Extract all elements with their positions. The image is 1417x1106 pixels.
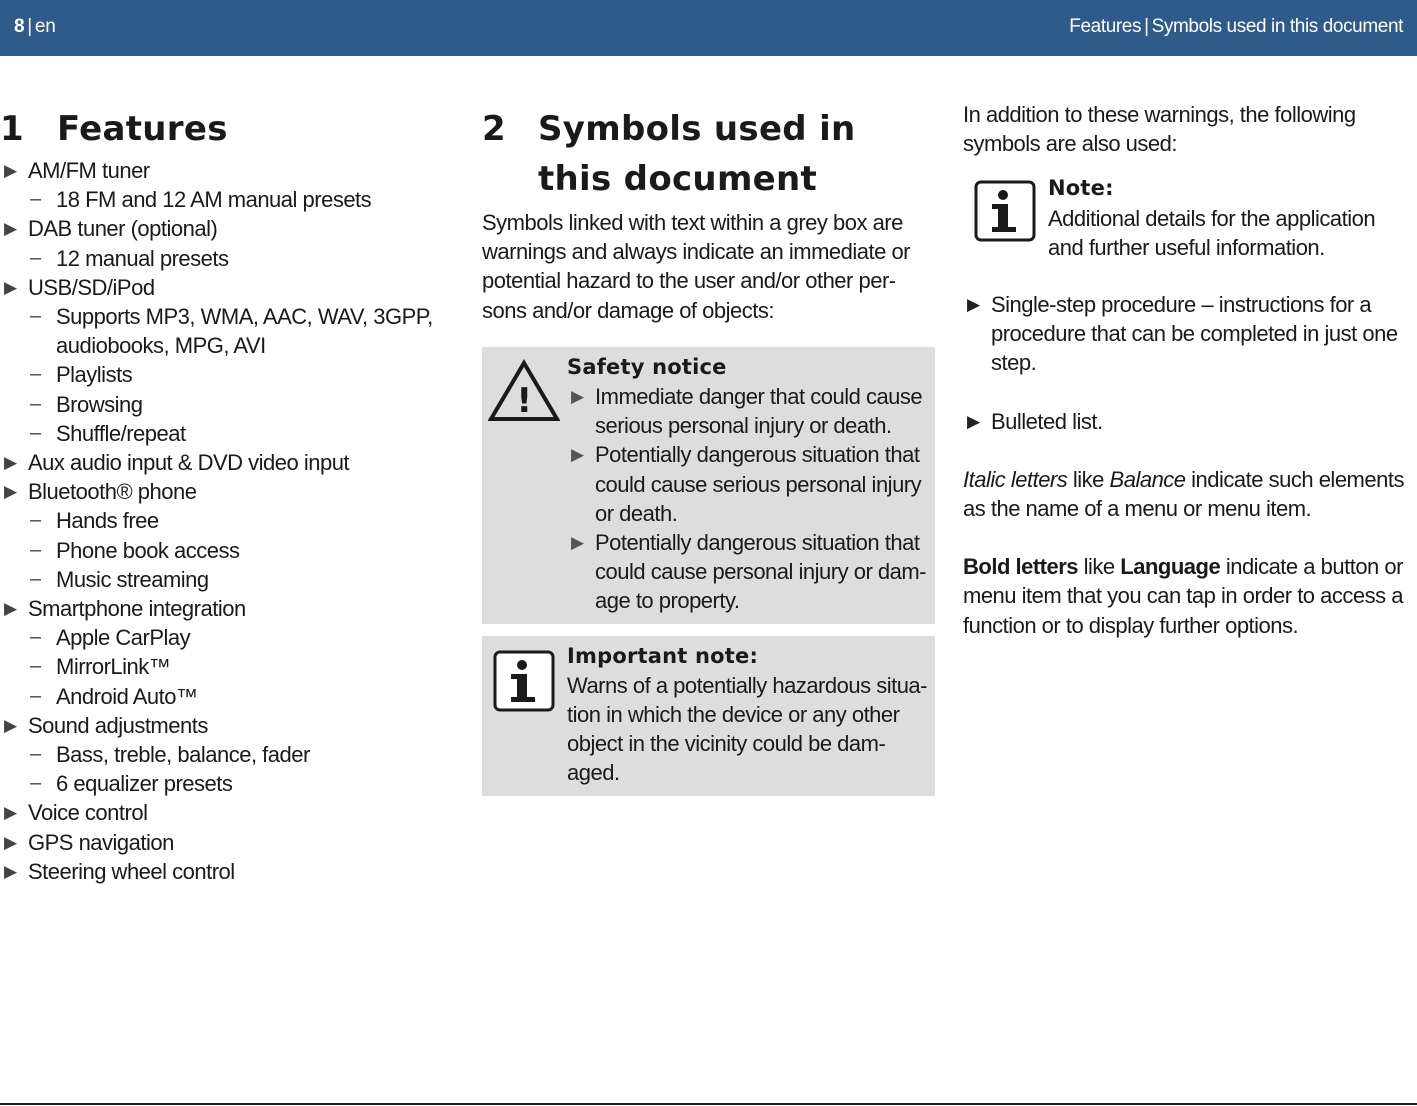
page-header	[0, 0, 1417, 56]
feature-text: Aux audio input & DVD video input	[28, 450, 350, 476]
bulleted-list-text: Bulleted list.	[991, 408, 1103, 434]
safety-bullet	[567, 440, 927, 528]
dash-bullet: –	[30, 246, 41, 269]
symbols-column	[482, 100, 935, 796]
feature-text: 12 manual presets	[56, 245, 229, 271]
feature-item	[0, 156, 450, 185]
italic-example: Balance	[1109, 466, 1186, 492]
feature-text: Steering wheel control	[28, 858, 235, 884]
feature-text: Smartphone integration	[28, 596, 246, 622]
feature-text: 6 equalizer presets	[56, 771, 233, 797]
like-word: like	[1072, 466, 1104, 492]
feature-subitem	[0, 506, 450, 535]
additional-intro: In addition to these warnings, the following symbols are also used:	[963, 102, 1356, 157]
dash-bullet: –	[30, 421, 41, 444]
triangle-bullet-icon: ▶	[4, 715, 17, 735]
feature-text: DAB tuner (optional)	[28, 216, 218, 242]
feature-item	[0, 477, 450, 506]
single-step-text: Single-step procedure – instructions for a procedure that can be completed in just one step.	[991, 292, 1398, 376]
dash-bullet: –	[30, 743, 41, 766]
dash-bullet: –	[30, 392, 41, 415]
dash-bullet: –	[30, 567, 41, 590]
feature-subitem	[0, 302, 450, 360]
note-text: Additional details for the application and further useful information.	[1048, 205, 1376, 260]
safety-notice-title: Safety notice	[567, 354, 727, 379]
symbols-heading	[482, 104, 935, 204]
spacer	[963, 378, 1413, 407]
feature-subitem	[0, 740, 450, 769]
feature-text: GPS navigation	[28, 829, 174, 855]
important-note-box	[482, 636, 935, 796]
dash-bullet: –	[30, 684, 41, 707]
features-column	[0, 100, 450, 886]
features-heading	[0, 104, 450, 154]
safety-bullet	[567, 382, 927, 440]
safety-bullets	[567, 382, 927, 616]
info-icon	[493, 650, 555, 712]
feature-item	[0, 214, 450, 243]
triangle-bullet-icon: ▶	[4, 599, 17, 619]
header-section: Features	[1069, 16, 1142, 37]
safety-bullet	[567, 528, 927, 616]
feature-item	[0, 273, 450, 302]
dash-bullet: –	[30, 305, 41, 328]
italic-term: Italic letters	[963, 466, 1068, 492]
triangle-bullet-icon: ▶	[4, 219, 17, 239]
dash-bullet: –	[30, 538, 41, 561]
feature-subitem	[0, 682, 450, 711]
spacer	[963, 523, 1413, 552]
note-title: Note:	[1048, 176, 1114, 201]
header-subsection: Symbols used in this document	[1151, 16, 1403, 37]
feature-text: Browsing	[56, 391, 143, 417]
feature-item	[0, 711, 450, 740]
feature-text: Sound adjustments	[28, 712, 208, 738]
important-note-title: Important note:	[567, 643, 759, 668]
feature-subitem	[0, 390, 450, 419]
triangle-bullet-icon: ▶	[571, 533, 584, 553]
feature-text: Android Auto™	[56, 683, 198, 709]
warning-triangle-icon	[488, 359, 560, 423]
feature-subitem	[0, 419, 450, 448]
single-step-item	[963, 290, 1413, 378]
important-note-text: Warns of a potentially hazardous situa-tion in which the device or any other object in the vicinity could be dam-aged.	[567, 672, 927, 786]
bold-term: Bold letters	[963, 554, 1079, 580]
symbols-intro: Symbols linked with text within a grey box are warnings and always indicate an immediate or potential hazard to the user and/or other per-sons and/or damage of objects:	[482, 210, 911, 323]
feature-item	[0, 448, 450, 477]
section-number: 1	[0, 109, 24, 149]
safety-bullet-text: Potentially dangerous situation that could cause personal injury or dam-age to property.	[595, 530, 927, 614]
feature-text: MirrorLink™	[56, 654, 171, 680]
feature-subitem	[0, 360, 450, 389]
dash-bullet: –	[30, 626, 41, 649]
section-title: Symbols used in this document	[538, 109, 856, 199]
section-number: 2	[482, 109, 506, 149]
feature-item	[0, 594, 450, 623]
italic-description: indicate such elements as the name of a menu or menu item.	[963, 466, 1404, 522]
header-separator: |	[1144, 16, 1149, 37]
feature-item	[0, 798, 450, 827]
bold-example: Language	[1120, 554, 1221, 580]
additional-symbols-column	[963, 100, 1413, 640]
feature-subitem	[0, 244, 450, 273]
feature-text: Bass, treble, balance, fader	[56, 742, 310, 768]
triangle-bullet-icon: ▶	[967, 295, 980, 315]
feature-text: Shuffle/repeat	[56, 420, 186, 446]
features-list	[0, 156, 450, 886]
safety-bullet-text: Potentially dangerous situation that could cause serious personal injury or death.	[595, 442, 922, 526]
feature-text: Apple CarPlay	[56, 625, 191, 651]
triangle-bullet-icon: ▶	[4, 803, 17, 823]
feature-text: Phone book access	[56, 537, 240, 563]
triangle-bullet-icon: ▶	[571, 387, 584, 407]
header-separator: |	[27, 16, 32, 37]
section-title: Features	[57, 109, 228, 149]
feature-subitem	[0, 185, 450, 214]
feature-text: Music streaming	[56, 566, 209, 592]
feature-subitem	[0, 652, 450, 681]
feature-text: 18 FM and 12 AM manual presets	[56, 187, 372, 213]
dash-bullet: –	[30, 655, 41, 678]
header-section-info	[1069, 16, 1403, 38]
feature-text: Voice control	[28, 800, 148, 826]
bulleted-list-item	[963, 407, 1413, 436]
spacer	[963, 436, 1413, 465]
warning-mark: !	[516, 380, 532, 421]
triangle-bullet-icon: ▶	[4, 482, 17, 502]
triangle-bullet-icon: ▶	[4, 861, 17, 881]
triangle-bullet-icon: ▶	[4, 453, 17, 473]
like-word: like	[1083, 554, 1115, 580]
dash-bullet: –	[30, 188, 41, 211]
triangle-bullet-icon: ▶	[967, 411, 980, 431]
feature-text: USB/SD/iPod	[28, 274, 155, 300]
info-icon	[974, 180, 1036, 242]
footer-rule	[0, 1103, 1417, 1105]
header-page-info	[14, 16, 55, 38]
feature-text: Bluetooth® phone	[28, 479, 197, 505]
feature-subitem	[0, 536, 450, 565]
dash-bullet: –	[30, 363, 41, 386]
page-number: 8	[14, 16, 25, 37]
feature-subitem	[0, 769, 450, 798]
safety-bullet-text: Immediate danger that could cause serious personal injury or death.	[595, 384, 923, 439]
triangle-bullet-icon: ▶	[4, 832, 17, 852]
feature-text: Supports MP3, WMA, AAC, WAV, 3GPP, audiobooks, MPG, AVI	[56, 304, 433, 359]
language-code: en	[34, 16, 56, 37]
dash-bullet: –	[30, 509, 41, 532]
feature-item	[0, 857, 450, 886]
bold-letters-paragraph	[963, 552, 1413, 640]
triangle-bullet-icon: ▶	[4, 161, 17, 180]
note-block	[963, 174, 1413, 262]
bold-description: indicate a button or menu item that you can tap in order to access a function or to display further options.	[963, 554, 1403, 638]
feature-item	[0, 828, 450, 857]
triangle-bullet-icon: ▶	[571, 445, 584, 465]
triangle-bullet-icon: ▶	[4, 277, 17, 297]
dash-bullet: –	[30, 772, 41, 795]
feature-subitem	[0, 565, 450, 594]
safety-notice-box	[482, 347, 935, 624]
feature-subitem	[0, 623, 450, 652]
italic-letters-paragraph	[963, 465, 1413, 523]
feature-text: AM/FM tuner	[28, 158, 150, 183]
feature-text: Hands free	[56, 508, 159, 534]
feature-text: Playlists	[56, 362, 133, 388]
